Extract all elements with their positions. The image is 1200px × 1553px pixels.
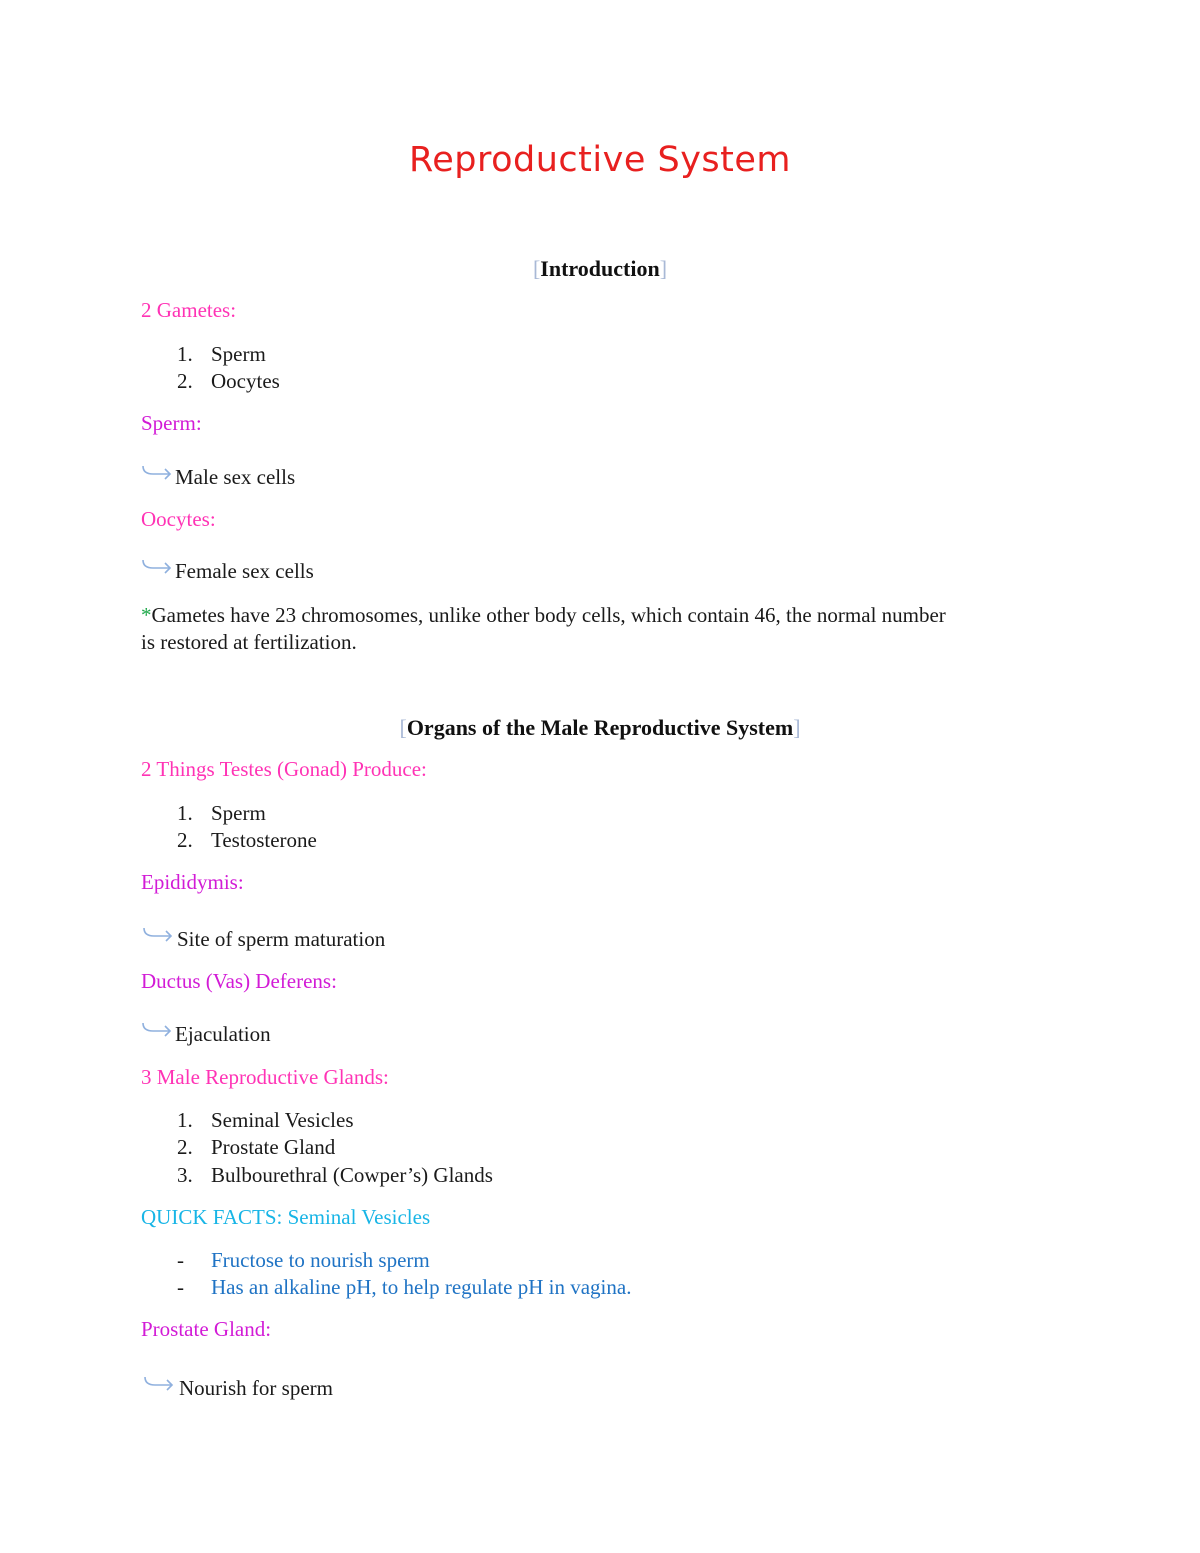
section-heading-text: Organs of the Male Reproductive System [406,715,794,740]
testes-list [141,800,741,856]
sperm-label: Sperm: [141,411,202,435]
quick-facts-label: QUICK FACTS: Seminal Vesicles [141,1205,431,1229]
list-item: - Has an alkaline pH, to help regulate pH in vagina. [177,1275,632,1299]
curved-arrow-icon [141,556,175,582]
epididymis-definition: Site of sperm maturation [141,924,385,952]
section-heading-introduction [0,256,1200,282]
quick-facts-list [141,1247,941,1303]
bracket-close: ] [793,715,801,740]
gametes-label: 2 Gametes: [141,298,237,322]
testes-label: 2 Things Testes (Gonad) Produce: [141,757,427,781]
ductus-label: Ductus (Vas) Deferens: [141,969,337,993]
sperm-definition: Male sex cells [141,462,295,490]
section-heading-male-organs [0,715,1200,741]
oocytes-definition: Female sex cells [141,556,314,584]
curved-arrow-icon [141,1373,179,1399]
gametes-note: *Gametes have 23 chromosomes, unlike other body cells, which contain 46, the normal number is restored at fertilization. [141,603,946,654]
curved-arrow-icon [141,924,177,950]
curved-arrow-icon [141,462,175,488]
prostate-definition: Nourish for sperm [141,1373,333,1401]
list-item: 1. Sperm [177,801,266,825]
list-item: 2. Prostate Gland [177,1135,336,1159]
bracket-open: [ [532,256,541,281]
list-item: 1. Seminal Vesicles [177,1108,354,1132]
note-star: * [141,603,152,627]
gametes-list [141,341,741,397]
glands-list [141,1107,841,1191]
prostate-label: Prostate Gland: [141,1317,272,1341]
list-item: 2. Testosterone [177,828,317,852]
list-item: 1. Sperm [177,342,266,366]
list-item: - Fructose to nourish sperm [177,1248,430,1272]
list-item: 3. Bulbourethral (Cowper’s) Glands [177,1163,493,1187]
section-heading-text: Introduction [540,256,660,281]
bracket-open: [ [399,715,407,740]
page-title: Reproductive System [408,140,791,180]
epididymis-label: Epididymis: [141,870,244,894]
ductus-definition: Ejaculation [141,1019,271,1047]
curved-arrow-icon [141,1019,175,1045]
list-item: 2. Oocytes [177,369,280,393]
glands-label: 3 Male Reproductive Glands: [141,1065,389,1089]
bracket-close: ] [659,256,668,281]
oocytes-label: Oocytes: [141,507,216,531]
